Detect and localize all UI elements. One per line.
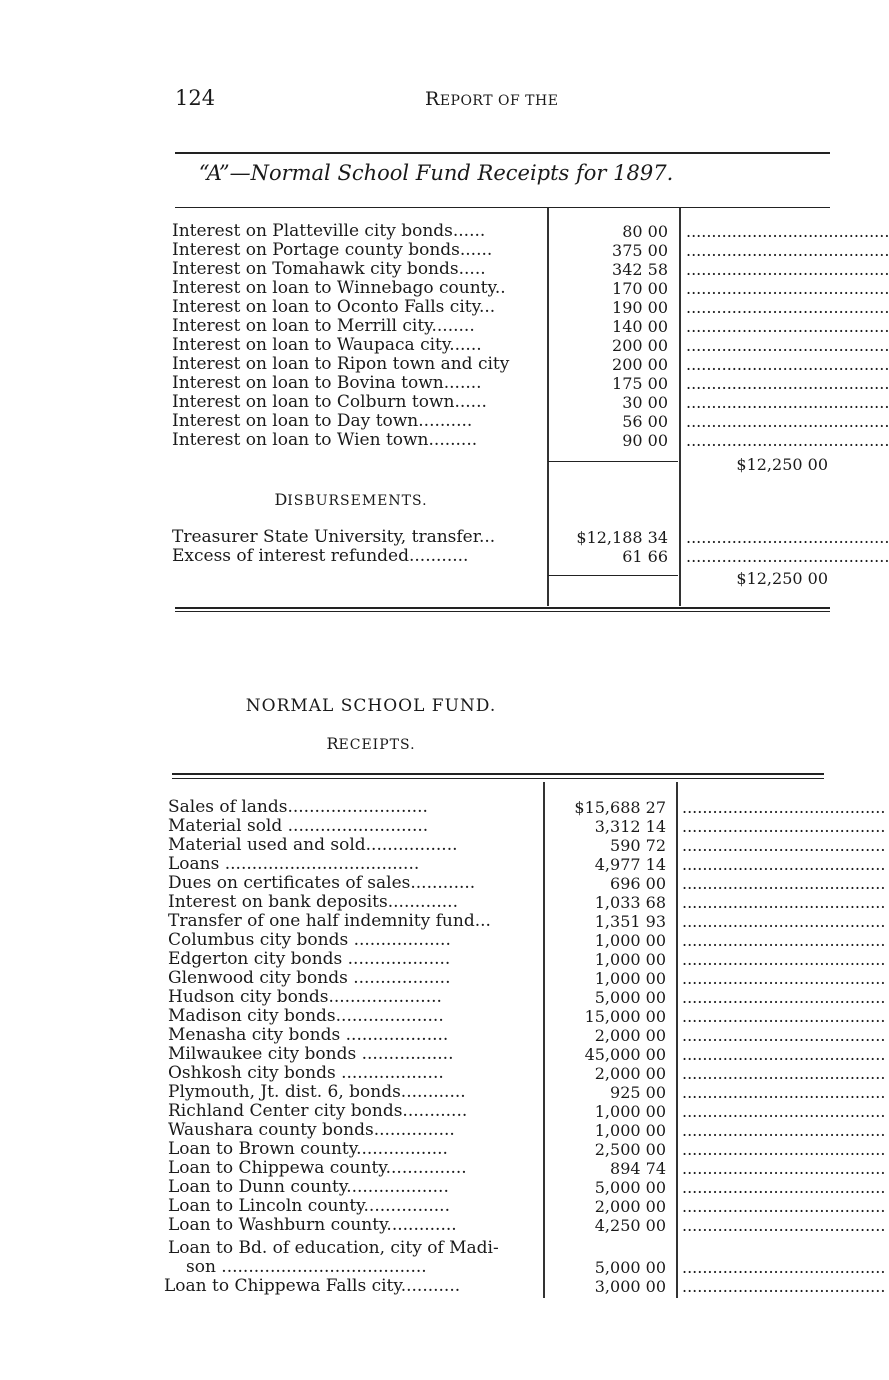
row-amount: 4,977 14 [594, 855, 666, 874]
row-amount: $15,688 27 [574, 798, 666, 817]
row-leader: ........................................ [682, 817, 886, 836]
table-row [0, 930, 886, 950]
row-label: Treasurer State University, transfer... [172, 527, 496, 547]
section-b-top-rule-2 [172, 778, 824, 779]
row-label: Plymouth, Jt. dist. 6, bonds............ [168, 1082, 466, 1102]
table-row [0, 816, 886, 836]
row-leader: ........................................ [682, 1045, 886, 1064]
table-row [0, 949, 886, 969]
table-row [0, 297, 889, 317]
running-title [425, 88, 558, 110]
row-amount: 15,000 00 [584, 1007, 666, 1026]
row-leader: ........................................ [686, 222, 889, 241]
table-row [0, 1215, 886, 1235]
row-label: Interest on loan to Oconto Falls city... [172, 297, 496, 317]
table-row [0, 1082, 886, 1102]
table-row [0, 430, 889, 450]
row-leader: ........................................ [686, 279, 889, 298]
row-amount: 1,033 68 [594, 893, 666, 912]
running-title-rest: EPORT OF THE [439, 93, 559, 109]
row-leader: ........................................ [682, 1258, 886, 1277]
table-row [0, 1196, 886, 1216]
table-row [0, 1139, 886, 1159]
row-label: Loan to Chippewa county............... [168, 1158, 467, 1178]
row-leader: ........................................ [682, 1197, 886, 1216]
table-row [0, 1063, 886, 1083]
table-row [0, 797, 886, 817]
row-leader: ........................................ [686, 431, 889, 450]
row-label: Interest on loan to Day town.......... [172, 411, 473, 431]
page-number: 124 [175, 86, 216, 110]
row-leader: ........................................ [686, 355, 889, 374]
row-label: Loan to Brown county................. [168, 1139, 448, 1159]
row-amount: 925 00 [610, 1083, 666, 1102]
row-label: Sales of lands.......................... [168, 797, 428, 817]
row-leader: ........................................ [682, 1121, 886, 1140]
row-label: Interest on Portage county bonds...... [172, 240, 493, 260]
row-label: Material sold .......................... [168, 816, 429, 836]
row-amount: 5,000 00 [594, 988, 666, 1007]
row-amount: 45,000 00 [584, 1045, 666, 1064]
row-label: Loan to Bd. of education, city of Madi- [168, 1238, 499, 1258]
section-b-top-rule [172, 773, 824, 775]
section-a-bottom-rule [175, 607, 830, 609]
table-row-madison-line2 [0, 1257, 886, 1277]
row-amount: 1,351 93 [594, 912, 666, 931]
row-label: Oshkosh city bonds ................... [168, 1063, 444, 1083]
row-leader: ........................................ [682, 912, 886, 931]
row-amount: 200 00 [612, 336, 668, 355]
row-label: Richland Center city bonds............ [168, 1101, 468, 1121]
table-row [0, 335, 889, 355]
row-leader: ........................................ [686, 374, 889, 393]
row-leader: ........................................ [686, 547, 889, 566]
table-row [0, 1120, 886, 1140]
row-amount: 894 74 [610, 1159, 666, 1178]
table-row [0, 527, 889, 547]
row-leader: ........................................ [682, 1026, 886, 1045]
table-row [0, 259, 889, 279]
row-leader: ........................................ [686, 298, 889, 317]
row-label: Material used and sold................. [168, 835, 458, 855]
row-label: Interest on loan to Merrill city........ [172, 316, 475, 336]
row-leader: ........................................ [682, 1178, 886, 1197]
row-leader: ........................................ [682, 1277, 886, 1296]
row-leader: ........................................ [682, 855, 886, 874]
row-leader: ........................................ [682, 1102, 886, 1121]
row-label: Interest on Platteville city bonds...... [172, 221, 486, 241]
row-label: Milwaukee city bonds ................. [168, 1044, 454, 1064]
row-amount: 2,000 00 [594, 1026, 666, 1045]
row-amount: 1,000 00 [594, 1102, 666, 1121]
row-amount: 30 00 [622, 393, 668, 412]
row-label: Loan to Washburn county............. [168, 1215, 457, 1235]
row-leader: ........................................ [682, 836, 886, 855]
table-row [0, 354, 889, 374]
subtotal-rule [548, 461, 678, 462]
row-label: Dues on certificates of sales............ [168, 873, 476, 893]
running-title-initial: R [425, 88, 440, 110]
row-amount: 140 00 [612, 317, 668, 336]
row-amount: 2,000 00 [594, 1064, 666, 1083]
row-amount: 2,500 00 [594, 1140, 666, 1159]
row-label: Edgerton city bonds ................... [168, 949, 451, 969]
row-amount: 3,000 00 [594, 1277, 666, 1296]
disbursements-heading-initial: D [274, 490, 288, 509]
table-row [0, 968, 886, 988]
receipts-heading-rest: ECEIPTS. [338, 737, 416, 753]
section-b-title: NORMAL SCHOOL FUND. [245, 696, 497, 716]
row-amount: 90 00 [622, 431, 668, 450]
table-row [0, 373, 889, 393]
row-amount: 175 00 [612, 374, 668, 393]
row-label: Loan to Dunn county................... [168, 1177, 449, 1197]
row-label-continuation: son ...................................... [186, 1257, 427, 1277]
row-amount: $12,188 34 [576, 528, 668, 547]
table-row [0, 278, 889, 298]
row-label: Interest on loan to Colburn town...... [172, 392, 487, 412]
row-label: Excess of interest refunded........... [172, 546, 469, 566]
row-label: Interest on loan to Waupaca city...... [172, 335, 482, 355]
section-a-title: “A”—Normal School Fund Receipts for 1897. [198, 161, 674, 185]
table-row [0, 835, 886, 855]
table-row [0, 1044, 886, 1064]
section-a-bottom-rule-2 [175, 611, 830, 612]
table-row [0, 892, 886, 912]
table-row [0, 1276, 886, 1296]
row-leader: ........................................ [686, 336, 889, 355]
table-row [0, 873, 886, 893]
disbursements-heading-rest: ISBURSEMENTS. [287, 493, 428, 509]
row-leader: ........................................ [686, 241, 889, 260]
row-label: Loan to Chippewa Falls city........... [164, 1276, 461, 1296]
table-row [0, 546, 889, 566]
table-row [0, 1177, 886, 1197]
row-label: Loan to Lincoln county................ [168, 1196, 450, 1216]
row-label: Madison city bonds.................... [168, 1006, 444, 1026]
table-row-madison-line1 [0, 1239, 872, 1258]
row-leader: ........................................ [682, 988, 886, 1007]
disbursements-total: $12,250 00 [736, 569, 828, 588]
row-leader: ........................................ [682, 1007, 886, 1026]
row-label: Interest on loan to Winnebago county.. [172, 278, 506, 298]
row-amount: 5,000 00 [594, 1258, 666, 1277]
table-row [0, 392, 889, 412]
row-label: Interest on bank deposits............. [168, 892, 458, 912]
row-amount: 1,000 00 [594, 969, 666, 988]
row-amount: 590 72 [610, 836, 666, 855]
row-label: Waushara county bonds............... [168, 1120, 455, 1140]
row-leader: ........................................ [682, 874, 886, 893]
row-leader: ........................................ [686, 317, 889, 336]
table-row [0, 854, 886, 874]
row-amount: 200 00 [612, 355, 668, 374]
table-row [0, 316, 889, 336]
table-row [0, 1158, 886, 1178]
row-amount: 5,000 00 [594, 1178, 666, 1197]
section-a-header-rule [175, 207, 830, 208]
table-row [0, 221, 889, 241]
row-amount: 1,000 00 [594, 950, 666, 969]
receipts-heading [0, 734, 807, 753]
row-leader: ........................................ [682, 950, 886, 969]
row-label: Interest on loan to Wien town......... [172, 430, 478, 450]
row-amount: 56 00 [622, 412, 668, 431]
row-label: Menasha city bonds ................... [168, 1025, 449, 1045]
row-label: Interest on loan to Bovina town....... [172, 373, 482, 393]
table-row [0, 1101, 886, 1121]
row-label: Interest on loan to Ripon town and city [172, 354, 510, 374]
table-row [0, 240, 889, 260]
row-leader: ........................................ [682, 969, 886, 988]
row-leader: ........................................ [686, 260, 889, 279]
row-label: Hudson city bonds..................... [168, 987, 442, 1007]
row-leader: ........................................ [686, 412, 889, 431]
row-amount: 61 66 [622, 547, 668, 566]
row-amount: 4,250 00 [594, 1216, 666, 1235]
receipts-heading-initial: R [326, 734, 339, 753]
row-label: Interest on Tomahawk city bonds..... [172, 259, 486, 279]
row-amount: 80 00 [622, 222, 668, 241]
table-row [0, 987, 886, 1007]
row-amount: 170 00 [612, 279, 668, 298]
row-amount: 190 00 [612, 298, 668, 317]
table-row [0, 411, 889, 431]
row-leader: ........................................ [682, 798, 886, 817]
row-label: Transfer of one half indemnity fund... [168, 911, 491, 931]
row-amount: 342 58 [612, 260, 668, 279]
row-amount: 1,000 00 [594, 1121, 666, 1140]
row-label: Loans .................................... [168, 854, 420, 874]
disbursements-heading [0, 490, 787, 509]
disbursements-subtotal-rule [548, 575, 678, 576]
row-label: Columbus city bonds .................. [168, 930, 451, 950]
row-leader: ........................................ [682, 1064, 886, 1083]
row-leader: ........................................ [682, 1083, 886, 1102]
row-amount: 2,000 00 [594, 1197, 666, 1216]
top-rule [175, 152, 830, 154]
row-amount: 3,312 14 [594, 817, 666, 836]
row-leader: ........................................ [686, 528, 889, 547]
table-row [0, 1006, 886, 1026]
row-leader: ........................................ [682, 931, 886, 950]
row-amount: 696 00 [610, 874, 666, 893]
row-leader: ........................................ [682, 1216, 886, 1235]
receipts-total: $12,250 00 [736, 455, 828, 474]
row-label: Glenwood city bonds .................. [168, 968, 451, 988]
row-leader: ........................................ [682, 1159, 886, 1178]
row-leader: ........................................ [682, 1140, 886, 1159]
table-row [0, 1025, 886, 1045]
table-row [0, 911, 886, 931]
row-leader: ........................................ [682, 893, 886, 912]
row-amount: 375 00 [612, 241, 668, 260]
row-leader: ........................................ [686, 393, 889, 412]
row-amount: 1,000 00 [594, 931, 666, 950]
